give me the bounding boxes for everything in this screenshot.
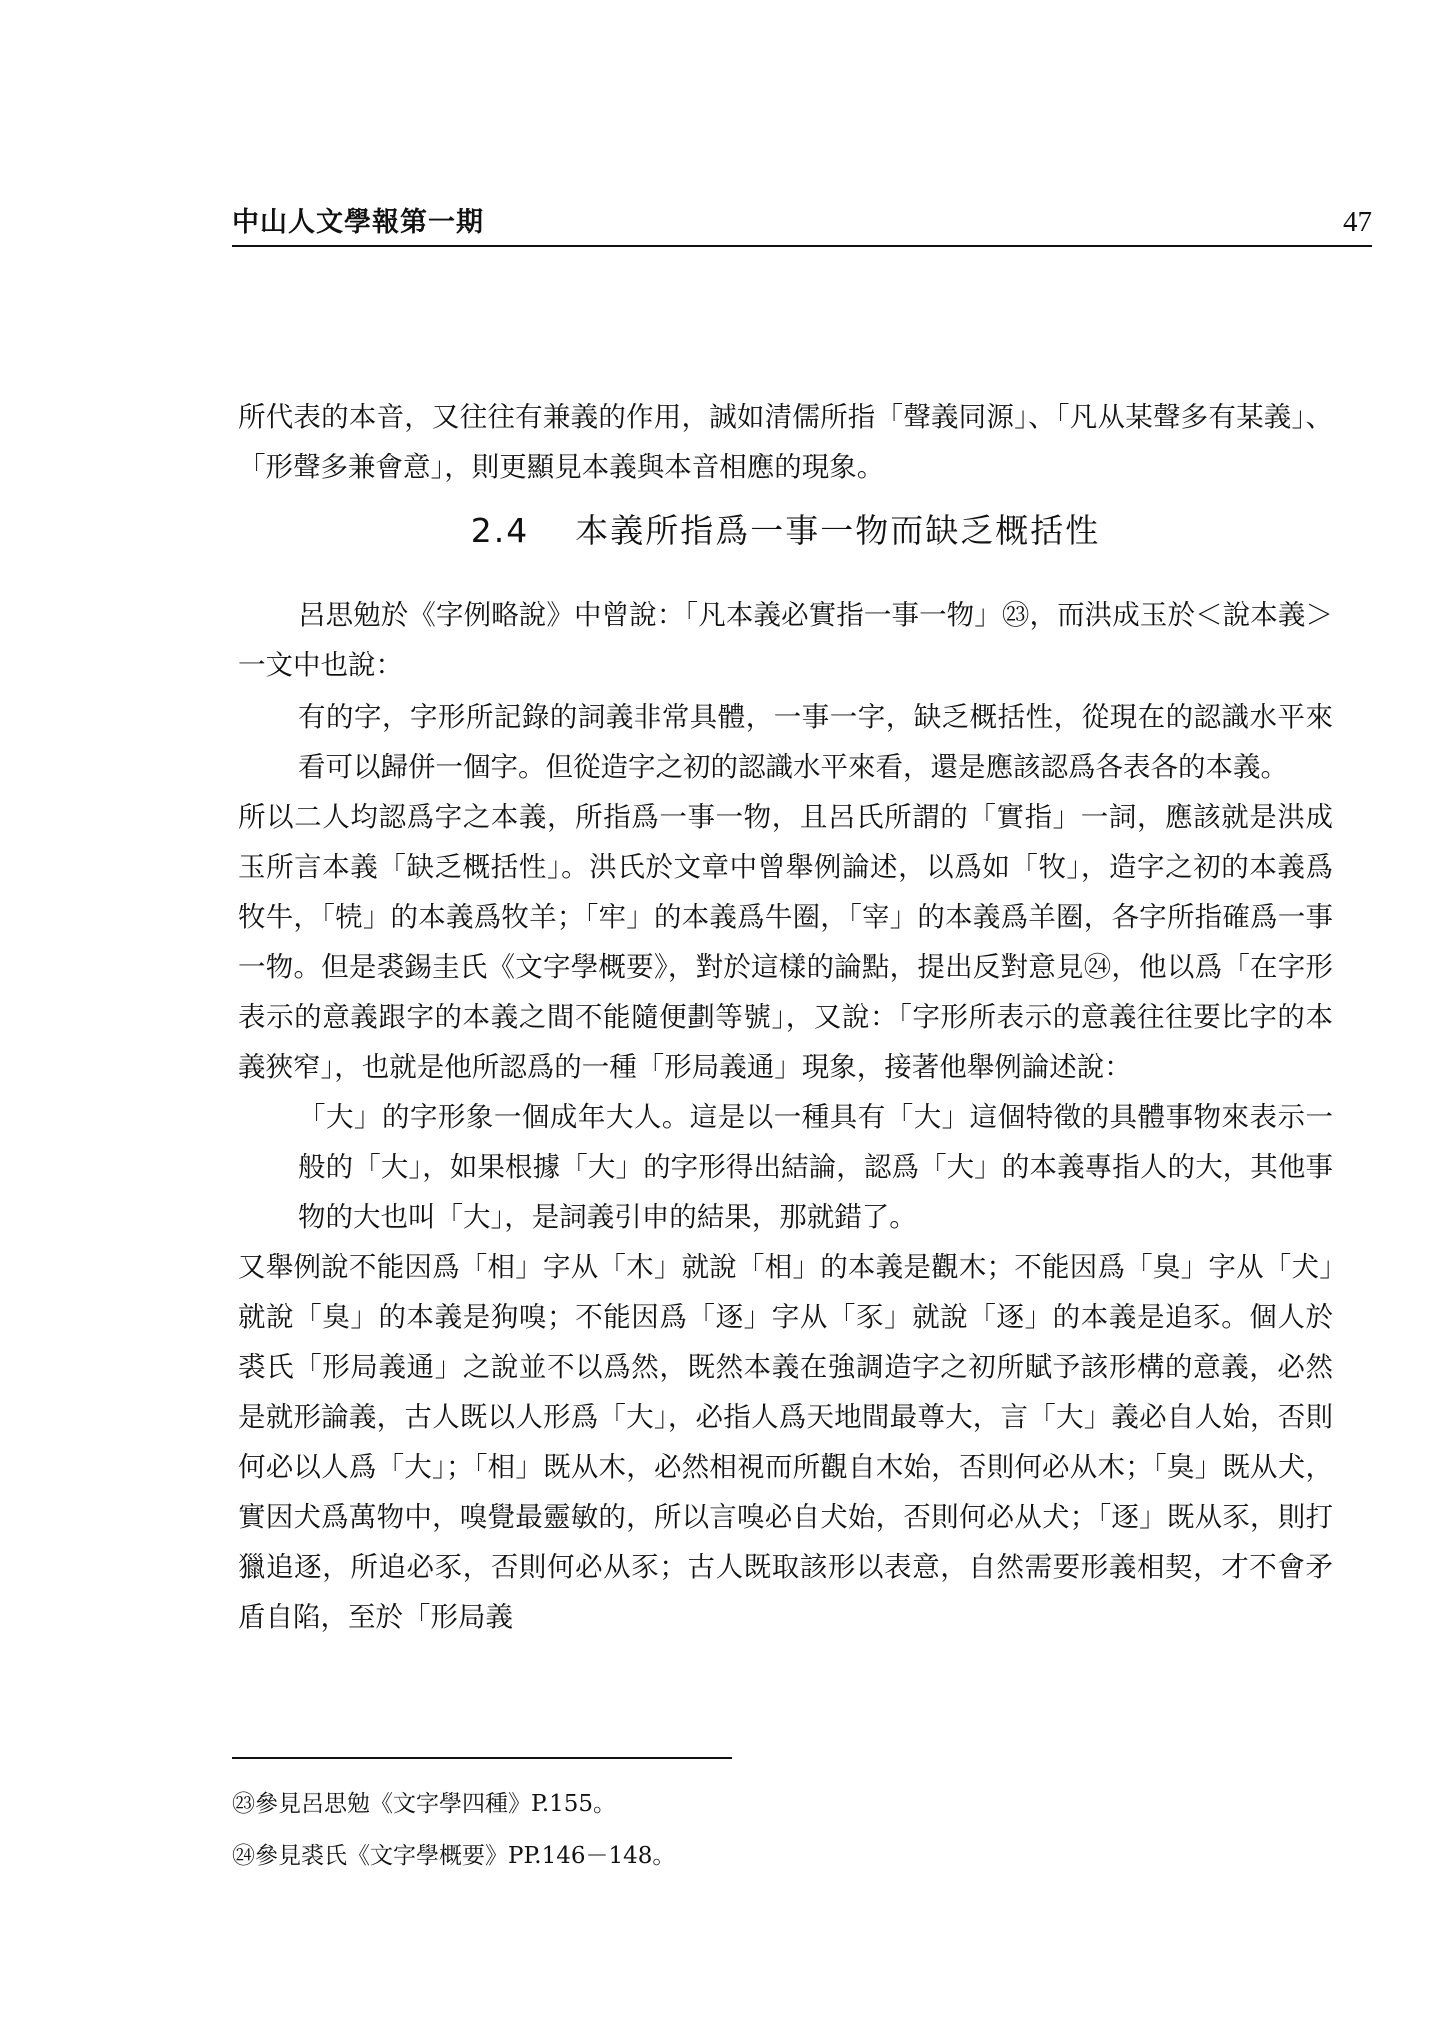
intro-block (238, 392, 1333, 492)
paragraph-2: 呂思勉於《字例略說》中曾說：「凡本義必實指一事一物」㉓，而洪成玉於＜說本義＞一文中也說： (238, 599, 1333, 681)
footnote-24: ㉔參見裘氏《文字學概要》PP.146－148。 (232, 1843, 676, 1869)
footnote-23: ㉓參見呂思勉《文字學四種》P.155。 (232, 1791, 617, 1817)
section-heading (238, 505, 1333, 552)
section-title: 本義所指爲一事一物而缺乏概括性 (575, 511, 1101, 550)
footnotes (232, 1778, 675, 1882)
block-quote-2: 「大」的字形象一個成年大人。這是以一種具有「大」這個特徵的具體事物來表示一般的「大」，如果根據「大」的字形得出結論，認爲「大」的本義專指人的大，其他事物的大也叫「大」，是詞義引申的結果，那就錯了。 (298, 1101, 1333, 1233)
page-number: 47 (1343, 206, 1372, 238)
footnote-rule (232, 1757, 732, 1759)
header-rule (232, 245, 1372, 247)
main-block (238, 590, 1333, 1642)
block-quote-1: 有的字，字形所記錄的詞義非常具體，一事一字，缺乏概括性，從現在的認識水平來看可以歸併一個字。但從造字之初的認識水平來看，還是應該認爲各表各的本義。 (298, 701, 1333, 783)
paragraph-3: 所以二人均認爲字之本義，所指爲一事一物，且呂氏所謂的「實指」一詞，應該就是洪成玉所言本義「缺乏概括性」。洪氏於文章中曾舉例論述，以爲如「牧」，造字之初的本義爲牧牛，「㸿」的本義爲牧羊；「牢」的本義爲牛圈，「宰」的本義爲羊圈，各字所指確爲一事一物。但是裘錫圭氏《文字學概要》，對於這樣的論點，提出反對意見㉔，他以爲「在字形表示的意義跟字的本義之間不能隨便劃等號」，又說：「字形所表示的意義往往要比字的本義狹窄」，也就是他所認爲的一種「形局義通」現象，接著他舉例論述說： (238, 801, 1333, 1083)
section-number: 2.4 (470, 511, 530, 550)
paragraph-4: 又舉例說不能因爲「相」字从「木」就說「相」的本義是觀木；不能因爲「臭」字从「犬」就說「臭」的本義是狗嗅；不能因爲「逐」字从「豕」就說「逐」的本義是追豕。個人於裘氏「形局義通」之說並不以爲然，既然本義在強調造字之初所賦予該形構的意義，必然是就形論義，古人既以人形爲「大」，必指人爲天地間最尊大，言「大」義必自人始，否則何必以人爲「大」；「相」既从木，必然相視而所觀自木始，否則何必从木；「臭」既从犬，實因犬爲萬物中，嗅覺最靈敏的，所以言嗅必自犬始，否則何必从犬；「逐」既从豕，則打獵追逐，所追必豕，否則何必从豕；古人既取該形以表意，自然需要形義相契，才不會矛盾自陷，至於「形局義 (238, 1251, 1333, 1633)
running-header (232, 200, 1372, 239)
journal-title: 中山人文學報第一期 (232, 207, 484, 238)
paragraph-1: 所代表的本音，又往往有兼義的作用，誠如清儒所指「聲義同源」、「凡从某聲多有某義」、「形聲多兼會意」，則更顯見本義與本音相應的現象。 (238, 401, 1333, 483)
